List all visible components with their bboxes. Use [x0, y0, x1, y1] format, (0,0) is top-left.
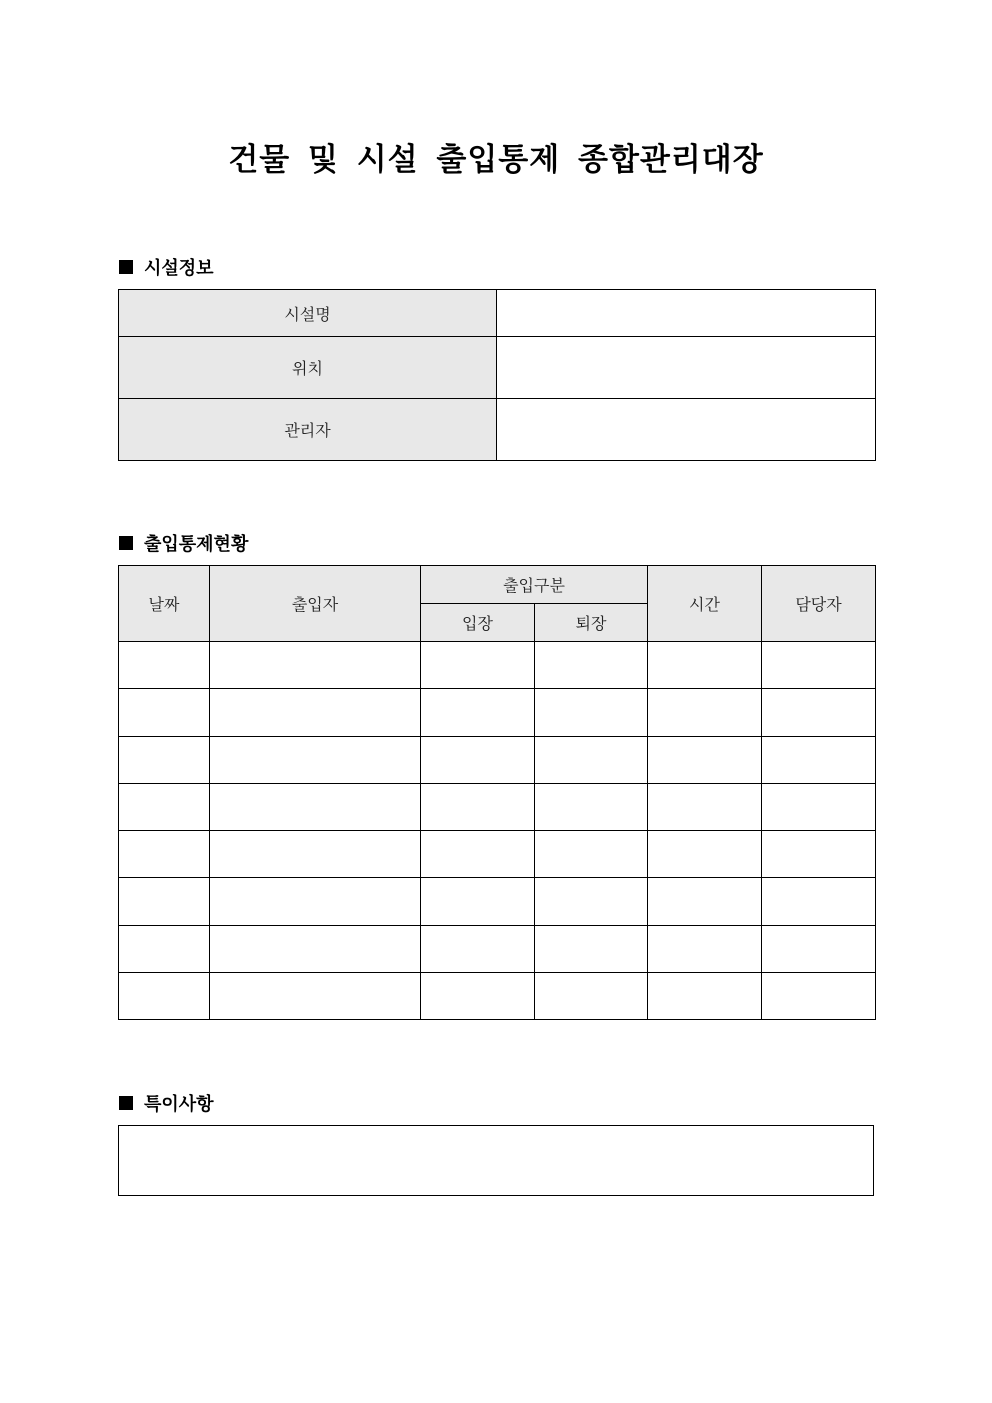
facility-row-manager — [119, 399, 876, 461]
cell-date[interactable] — [119, 642, 210, 689]
square-bullet-icon — [119, 536, 133, 550]
cell-date[interactable] — [119, 784, 210, 831]
col-header-type-group: 출입구분 — [421, 566, 648, 604]
cell-manager[interactable] — [762, 784, 876, 831]
table-row — [119, 878, 876, 926]
facility-row-name — [119, 290, 876, 337]
cell-time[interactable] — [648, 737, 762, 784]
cell-visitor[interactable] — [210, 642, 421, 689]
cell-time[interactable] — [648, 878, 762, 926]
cell-entry[interactable] — [421, 878, 535, 926]
cell-time[interactable] — [648, 831, 762, 878]
table-row — [119, 642, 876, 689]
cell-time[interactable] — [648, 689, 762, 737]
cell-entry[interactable] — [421, 642, 535, 689]
access-header-row-1 — [119, 566, 876, 604]
notes-section-heading — [119, 1090, 214, 1116]
notes-heading-text: 특이사항 — [144, 1094, 214, 1115]
notes-field[interactable] — [118, 1125, 874, 1196]
facility-section-heading — [119, 254, 214, 280]
cell-visitor[interactable] — [210, 737, 421, 784]
col-header-time: 시간 — [648, 566, 762, 642]
table-row — [119, 689, 876, 737]
table-row — [119, 831, 876, 878]
table-row — [119, 926, 876, 973]
cell-date[interactable] — [119, 689, 210, 737]
cell-manager[interactable] — [762, 831, 876, 878]
cell-entry[interactable] — [421, 737, 535, 784]
access-control-table — [118, 565, 876, 1020]
facility-manager-field[interactable] — [497, 399, 876, 461]
cell-date[interactable] — [119, 973, 210, 1020]
cell-manager[interactable] — [762, 642, 876, 689]
cell-exit[interactable] — [535, 784, 648, 831]
cell-entry[interactable] — [421, 973, 535, 1020]
table-row — [119, 784, 876, 831]
cell-manager[interactable] — [762, 689, 876, 737]
cell-visitor[interactable] — [210, 831, 421, 878]
cell-manager[interactable] — [762, 737, 876, 784]
cell-entry[interactable] — [421, 784, 535, 831]
cell-entry[interactable] — [421, 926, 535, 973]
cell-visitor[interactable] — [210, 926, 421, 973]
facility-row-location — [119, 337, 876, 399]
cell-date[interactable] — [119, 831, 210, 878]
facility-heading-text: 시설정보 — [144, 258, 214, 279]
cell-exit[interactable] — [535, 689, 648, 737]
cell-time[interactable] — [648, 784, 762, 831]
cell-manager[interactable] — [762, 973, 876, 1020]
access-section-heading — [119, 530, 248, 556]
cell-manager[interactable] — [762, 878, 876, 926]
cell-exit[interactable] — [535, 878, 648, 926]
facility-label-name: 시설명 — [119, 290, 497, 337]
col-header-date: 날짜 — [119, 566, 210, 642]
cell-exit[interactable] — [535, 642, 648, 689]
facility-info-table — [118, 289, 876, 461]
cell-entry[interactable] — [421, 689, 535, 737]
cell-exit[interactable] — [535, 973, 648, 1020]
cell-visitor[interactable] — [210, 973, 421, 1020]
cell-date[interactable] — [119, 926, 210, 973]
cell-time[interactable] — [648, 642, 762, 689]
facility-location-field[interactable] — [497, 337, 876, 399]
access-heading-text: 출입통제현황 — [144, 534, 249, 555]
col-header-exit: 퇴장 — [535, 604, 648, 642]
cell-exit[interactable] — [535, 737, 648, 784]
cell-exit[interactable] — [535, 926, 648, 973]
cell-exit[interactable] — [535, 831, 648, 878]
col-header-manager: 담당자 — [762, 566, 876, 642]
cell-visitor[interactable] — [210, 878, 421, 926]
cell-manager[interactable] — [762, 926, 876, 973]
square-bullet-icon — [119, 260, 133, 274]
table-row — [119, 973, 876, 1020]
cell-entry[interactable] — [421, 831, 535, 878]
facility-label-manager: 관리자 — [119, 399, 497, 461]
document-title: 건물 및 시설 출입통제 종합관리대장 — [228, 142, 764, 178]
cell-visitor[interactable] — [210, 689, 421, 737]
facility-name-field[interactable] — [497, 290, 876, 337]
cell-date[interactable] — [119, 878, 210, 926]
cell-time[interactable] — [648, 973, 762, 1020]
col-header-visitor: 출입자 — [210, 566, 421, 642]
table-row — [119, 737, 876, 784]
cell-visitor[interactable] — [210, 784, 421, 831]
square-bullet-icon — [119, 1096, 133, 1110]
cell-time[interactable] — [648, 926, 762, 973]
col-header-entry: 입장 — [421, 604, 535, 642]
facility-label-location: 위치 — [119, 337, 497, 399]
cell-date[interactable] — [119, 737, 210, 784]
